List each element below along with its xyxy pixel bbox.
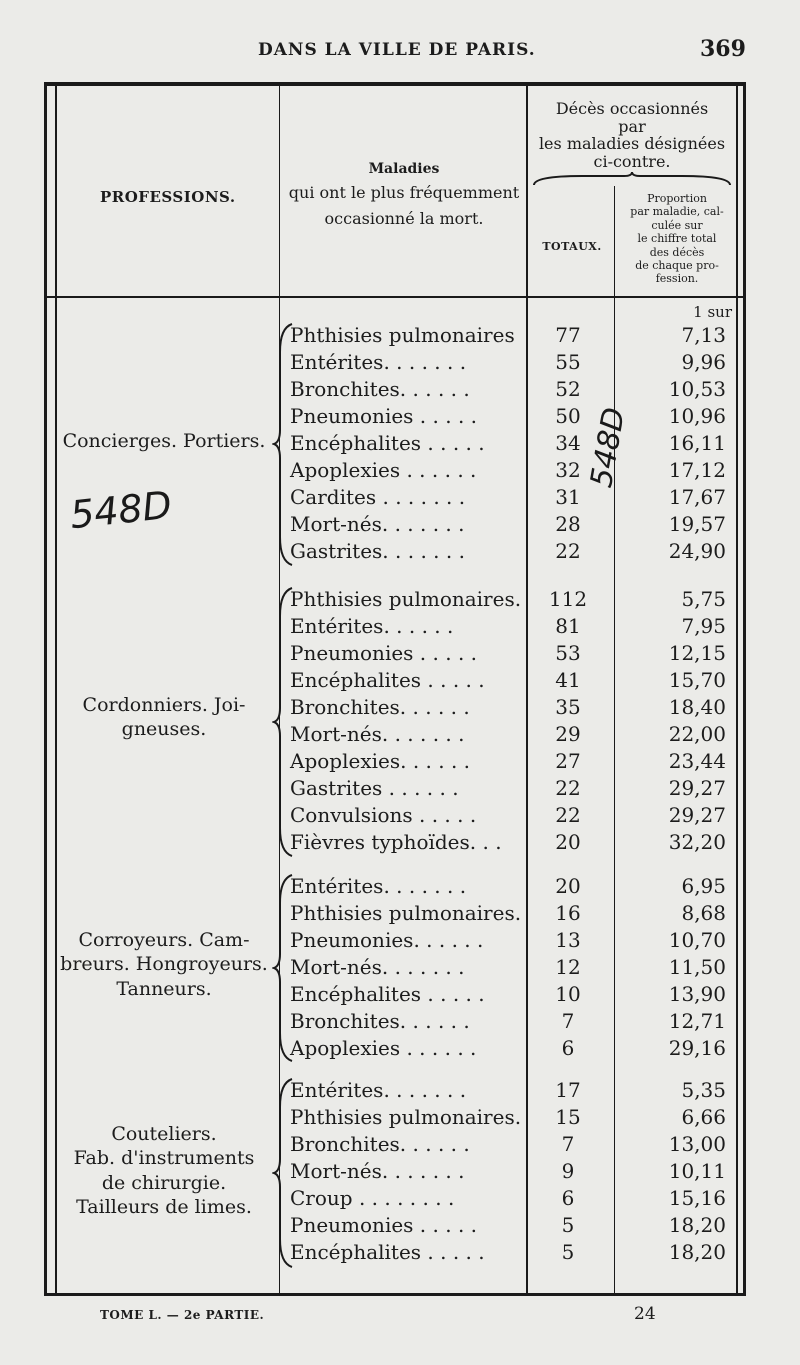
disease-name: Encéphalites . . . . . — [290, 431, 485, 455]
proportion-value: 18,20 — [668, 1240, 726, 1264]
total-value: 52 — [555, 377, 581, 401]
disease-name: Phthisies pulmonaires. — [290, 901, 522, 925]
header-proportion-line7: fession. — [655, 272, 699, 286]
table-row — [290, 776, 740, 803]
disease-name: Mort-nés. . . . . . . — [290, 955, 465, 979]
table-row — [290, 722, 740, 749]
table-row — [290, 1240, 740, 1267]
disease-name: Apoplexies . . . . . . — [290, 1036, 477, 1060]
proportion-value: 18,40 — [668, 695, 726, 719]
profession-corroyeurs — [50, 928, 278, 1001]
profession-line: Couteliers. — [111, 1123, 217, 1145]
sur-label: 1 sur — [693, 303, 732, 321]
header-proportion — [615, 192, 739, 286]
profession-couteliers — [50, 1122, 278, 1219]
total-value: 6 — [561, 1036, 575, 1060]
table-row — [290, 901, 740, 928]
profession-line: Corroyeurs. Cam- — [78, 929, 250, 951]
proportion-value: 11,50 — [668, 955, 726, 979]
proportion-value: 5,75 — [681, 587, 726, 611]
total-value: 31 — [555, 485, 581, 509]
total-value: 35 — [555, 695, 581, 719]
disease-name: Entérites. . . . . . . — [290, 350, 467, 374]
total-value: 15 — [555, 1105, 581, 1129]
table-row — [290, 749, 740, 776]
disease-name: Pneumonies . . . . . — [290, 1213, 478, 1237]
disease-name: Encéphalites . . . . . — [290, 982, 485, 1006]
total-value: 7 — [561, 1009, 575, 1033]
header-proportion-line3: culée sur — [651, 218, 703, 232]
header-maladies — [284, 158, 524, 232]
total-value: 81 — [555, 614, 581, 638]
proportion-value: 24,90 — [668, 539, 726, 563]
disease-name: Entérites. . . . . . — [290, 614, 454, 638]
disease-name: Convulsions . . . . . — [290, 803, 477, 827]
table-row — [290, 1009, 740, 1036]
total-value: 22 — [555, 776, 581, 800]
header-proportion-line4: le chiffre total — [637, 232, 717, 246]
table-row — [290, 485, 740, 512]
disease-name: Phthisies pulmonaires — [290, 323, 515, 347]
proportion-value: 22,00 — [668, 722, 726, 746]
header-totaux: TOTAUX. — [542, 240, 602, 253]
proportion-value: 29,27 — [668, 776, 726, 800]
header-maladies-line3: occasionné la mort. — [324, 208, 484, 228]
profession-concierges — [50, 429, 278, 453]
disease-name: Bronchites. . . . . . — [290, 695, 470, 719]
table-row — [290, 1036, 740, 1063]
header-deces-line1: Décès occasionnés — [555, 99, 709, 118]
disease-name: Mort-nés. . . . . . . — [290, 512, 465, 536]
profession-line: de chirurgie. — [101, 1171, 227, 1194]
total-value: 5 — [561, 1213, 575, 1237]
table-row — [290, 1132, 740, 1159]
proportion-value: 29,27 — [668, 803, 726, 827]
proportion-value: 12,71 — [668, 1009, 726, 1033]
proportion-value: 23,44 — [668, 749, 726, 773]
profession-line: Cordonniers. Joi- — [82, 694, 246, 716]
page-footer — [0, 1302, 800, 1332]
total-value: 29 — [555, 722, 581, 746]
proportion-value: 16,11 — [668, 431, 726, 455]
proportion-value: 19,57 — [668, 512, 726, 536]
disease-name: Encéphalites . . . . . — [290, 668, 485, 692]
disease-name: Mort-nés. . . . . . . — [290, 722, 465, 746]
footer-volume: TOME L. — 2e PARTIE. — [100, 1308, 265, 1322]
total-value: 10 — [555, 982, 581, 1006]
total-value: 5 — [561, 1240, 575, 1264]
table-row — [290, 350, 740, 377]
disease-name: Bronchites. . . . . . — [290, 1132, 470, 1156]
total-value: 55 — [555, 350, 581, 374]
table-row — [290, 614, 740, 641]
total-value: 9 — [561, 1159, 575, 1183]
total-value: 13 — [555, 928, 581, 952]
proportion-value: 7,13 — [681, 323, 726, 347]
header-proportion-line1: Proportion — [647, 192, 707, 205]
proportion-value: 15,70 — [668, 668, 726, 692]
table-row — [290, 512, 740, 539]
profession-line: Concierges. Portiers. — [62, 430, 266, 452]
header-rule — [47, 296, 743, 298]
proportion-value: 15,16 — [668, 1186, 726, 1210]
total-value: 77 — [555, 323, 581, 347]
handwritten-annotation-left: 548D — [67, 482, 174, 538]
proportion-value: 6,95 — [681, 874, 726, 898]
profession-line: Tailleurs de limes. — [76, 1195, 252, 1218]
disease-name: Gastrites . . . . . . — [290, 776, 459, 800]
total-value: 41 — [555, 668, 581, 692]
table-row — [290, 431, 740, 458]
table-row — [290, 668, 740, 695]
total-value: 17 — [555, 1078, 581, 1102]
proportion-value: 32,20 — [668, 830, 726, 854]
table-row — [290, 641, 740, 668]
proportion-value: 18,20 — [668, 1213, 726, 1237]
profession-line: breurs. Hongroyeurs. — [60, 953, 268, 976]
header-proportion-line5: des décès — [649, 245, 705, 259]
disease-name: Apoplexies. . . . . . — [290, 749, 471, 773]
total-value: 7 — [561, 1132, 575, 1156]
disease-name: Bronchites. . . . . . — [290, 377, 470, 401]
disease-name: Bronchites. . . . . . — [290, 1009, 470, 1033]
total-value: 112 — [548, 587, 588, 611]
disease-name: Apoplexies . . . . . . — [290, 458, 477, 482]
proportion-value: 8,68 — [681, 901, 726, 925]
disease-name: Gastrites. . . . . . . — [290, 539, 465, 563]
profession-cordonniers — [50, 693, 278, 742]
disease-name: Pneumonies . . . . . — [290, 641, 478, 665]
disease-name: Entérites. . . . . . . — [290, 1078, 467, 1102]
disease-name: Croup . . . . . . . . — [290, 1186, 455, 1210]
proportion-value: 13,90 — [668, 982, 726, 1006]
proportion-value: 29,16 — [668, 1036, 726, 1060]
total-value: 34 — [555, 431, 581, 455]
table-row — [290, 982, 740, 1009]
table-row — [290, 458, 740, 485]
total-value: 16 — [555, 901, 581, 925]
table-row — [290, 1213, 740, 1240]
header-proportion-line2: par maladie, cal- — [630, 205, 724, 219]
table-row — [290, 830, 740, 857]
table-row — [290, 323, 740, 350]
table-row — [290, 955, 740, 982]
disease-name: Entérites. . . . . . . — [290, 874, 467, 898]
total-value: 12 — [555, 955, 581, 979]
disease-name: Cardites . . . . . . . — [290, 485, 466, 509]
table-row — [290, 377, 740, 404]
total-value: 28 — [555, 512, 581, 536]
table-row — [290, 803, 740, 830]
header-maladies-line2: qui ont le plus fréquemment — [288, 183, 520, 203]
table-row — [290, 1105, 740, 1132]
profession-line: Tanneurs. — [116, 977, 212, 1000]
total-value: 27 — [555, 749, 581, 773]
header-deces-line3: les maladies désignées — [538, 134, 726, 154]
table-row — [290, 1159, 740, 1186]
total-value: 6 — [561, 1186, 575, 1210]
table-row — [290, 874, 740, 901]
proportion-value: 17,12 — [668, 458, 726, 482]
disease-name: Encéphalites . . . . . — [290, 1240, 485, 1264]
page-number: 369 — [700, 36, 746, 62]
disease-name: Pneumonies . . . . . — [290, 404, 478, 428]
running-head — [0, 36, 800, 66]
footer-signature: 24 — [634, 1304, 656, 1324]
proportion-value: 17,67 — [668, 485, 726, 509]
proportion-value: 6,66 — [681, 1105, 726, 1129]
proportion-value: 12,15 — [668, 641, 726, 665]
total-value: 32 — [555, 458, 581, 482]
disease-name: Phthisies pulmonaires. — [290, 587, 522, 611]
handwritten-annotation-right: 548D — [583, 404, 633, 491]
total-value: 50 — [555, 404, 581, 428]
proportion-value: 7,95 — [681, 614, 726, 638]
table-row — [290, 1186, 740, 1213]
proportion-value: 10,11 — [668, 1159, 726, 1183]
profession-line: gneuses. — [121, 718, 207, 741]
header-deces-line2: par — [618, 116, 646, 136]
proportion-value: 9,96 — [681, 350, 726, 374]
header-maladies-line1: Maladies — [368, 161, 440, 177]
header-deces-line4: ci-contre. — [593, 151, 671, 171]
total-value: 22 — [555, 803, 581, 827]
header-professions: PROFESSIONS. — [100, 188, 236, 206]
proportion-value: 5,35 — [681, 1078, 726, 1102]
disease-name: Mort-nés. . . . . . . — [290, 1159, 465, 1183]
total-value: 53 — [555, 641, 581, 665]
table-row — [290, 539, 740, 566]
total-value: 20 — [555, 830, 581, 854]
table-row — [290, 404, 740, 431]
table-row — [290, 928, 740, 955]
inner-left-rule — [55, 86, 57, 1294]
proportion-value: 10,53 — [668, 377, 726, 401]
header-deces — [527, 100, 737, 170]
profession-line: Fab. d'instruments — [73, 1147, 255, 1170]
header-brace — [532, 172, 732, 186]
disease-name: Pneumonies. . . . . . — [290, 928, 484, 952]
disease-name: Phthisies pulmonaires. — [290, 1105, 522, 1129]
disease-name: Fièvres typhoïdes. . . — [290, 830, 502, 854]
table-row — [290, 1078, 740, 1105]
running-head-title: DANS LA VILLE DE PARIS. — [258, 40, 536, 60]
header-proportion-line6: de chaque pro- — [635, 259, 719, 273]
proportion-value: 10,96 — [668, 404, 726, 428]
table-row — [290, 695, 740, 722]
total-value: 22 — [555, 539, 581, 563]
proportion-value: 13,00 — [668, 1132, 726, 1156]
proportion-value: 10,70 — [668, 928, 726, 952]
table-row — [290, 587, 740, 614]
total-value: 20 — [555, 874, 581, 898]
